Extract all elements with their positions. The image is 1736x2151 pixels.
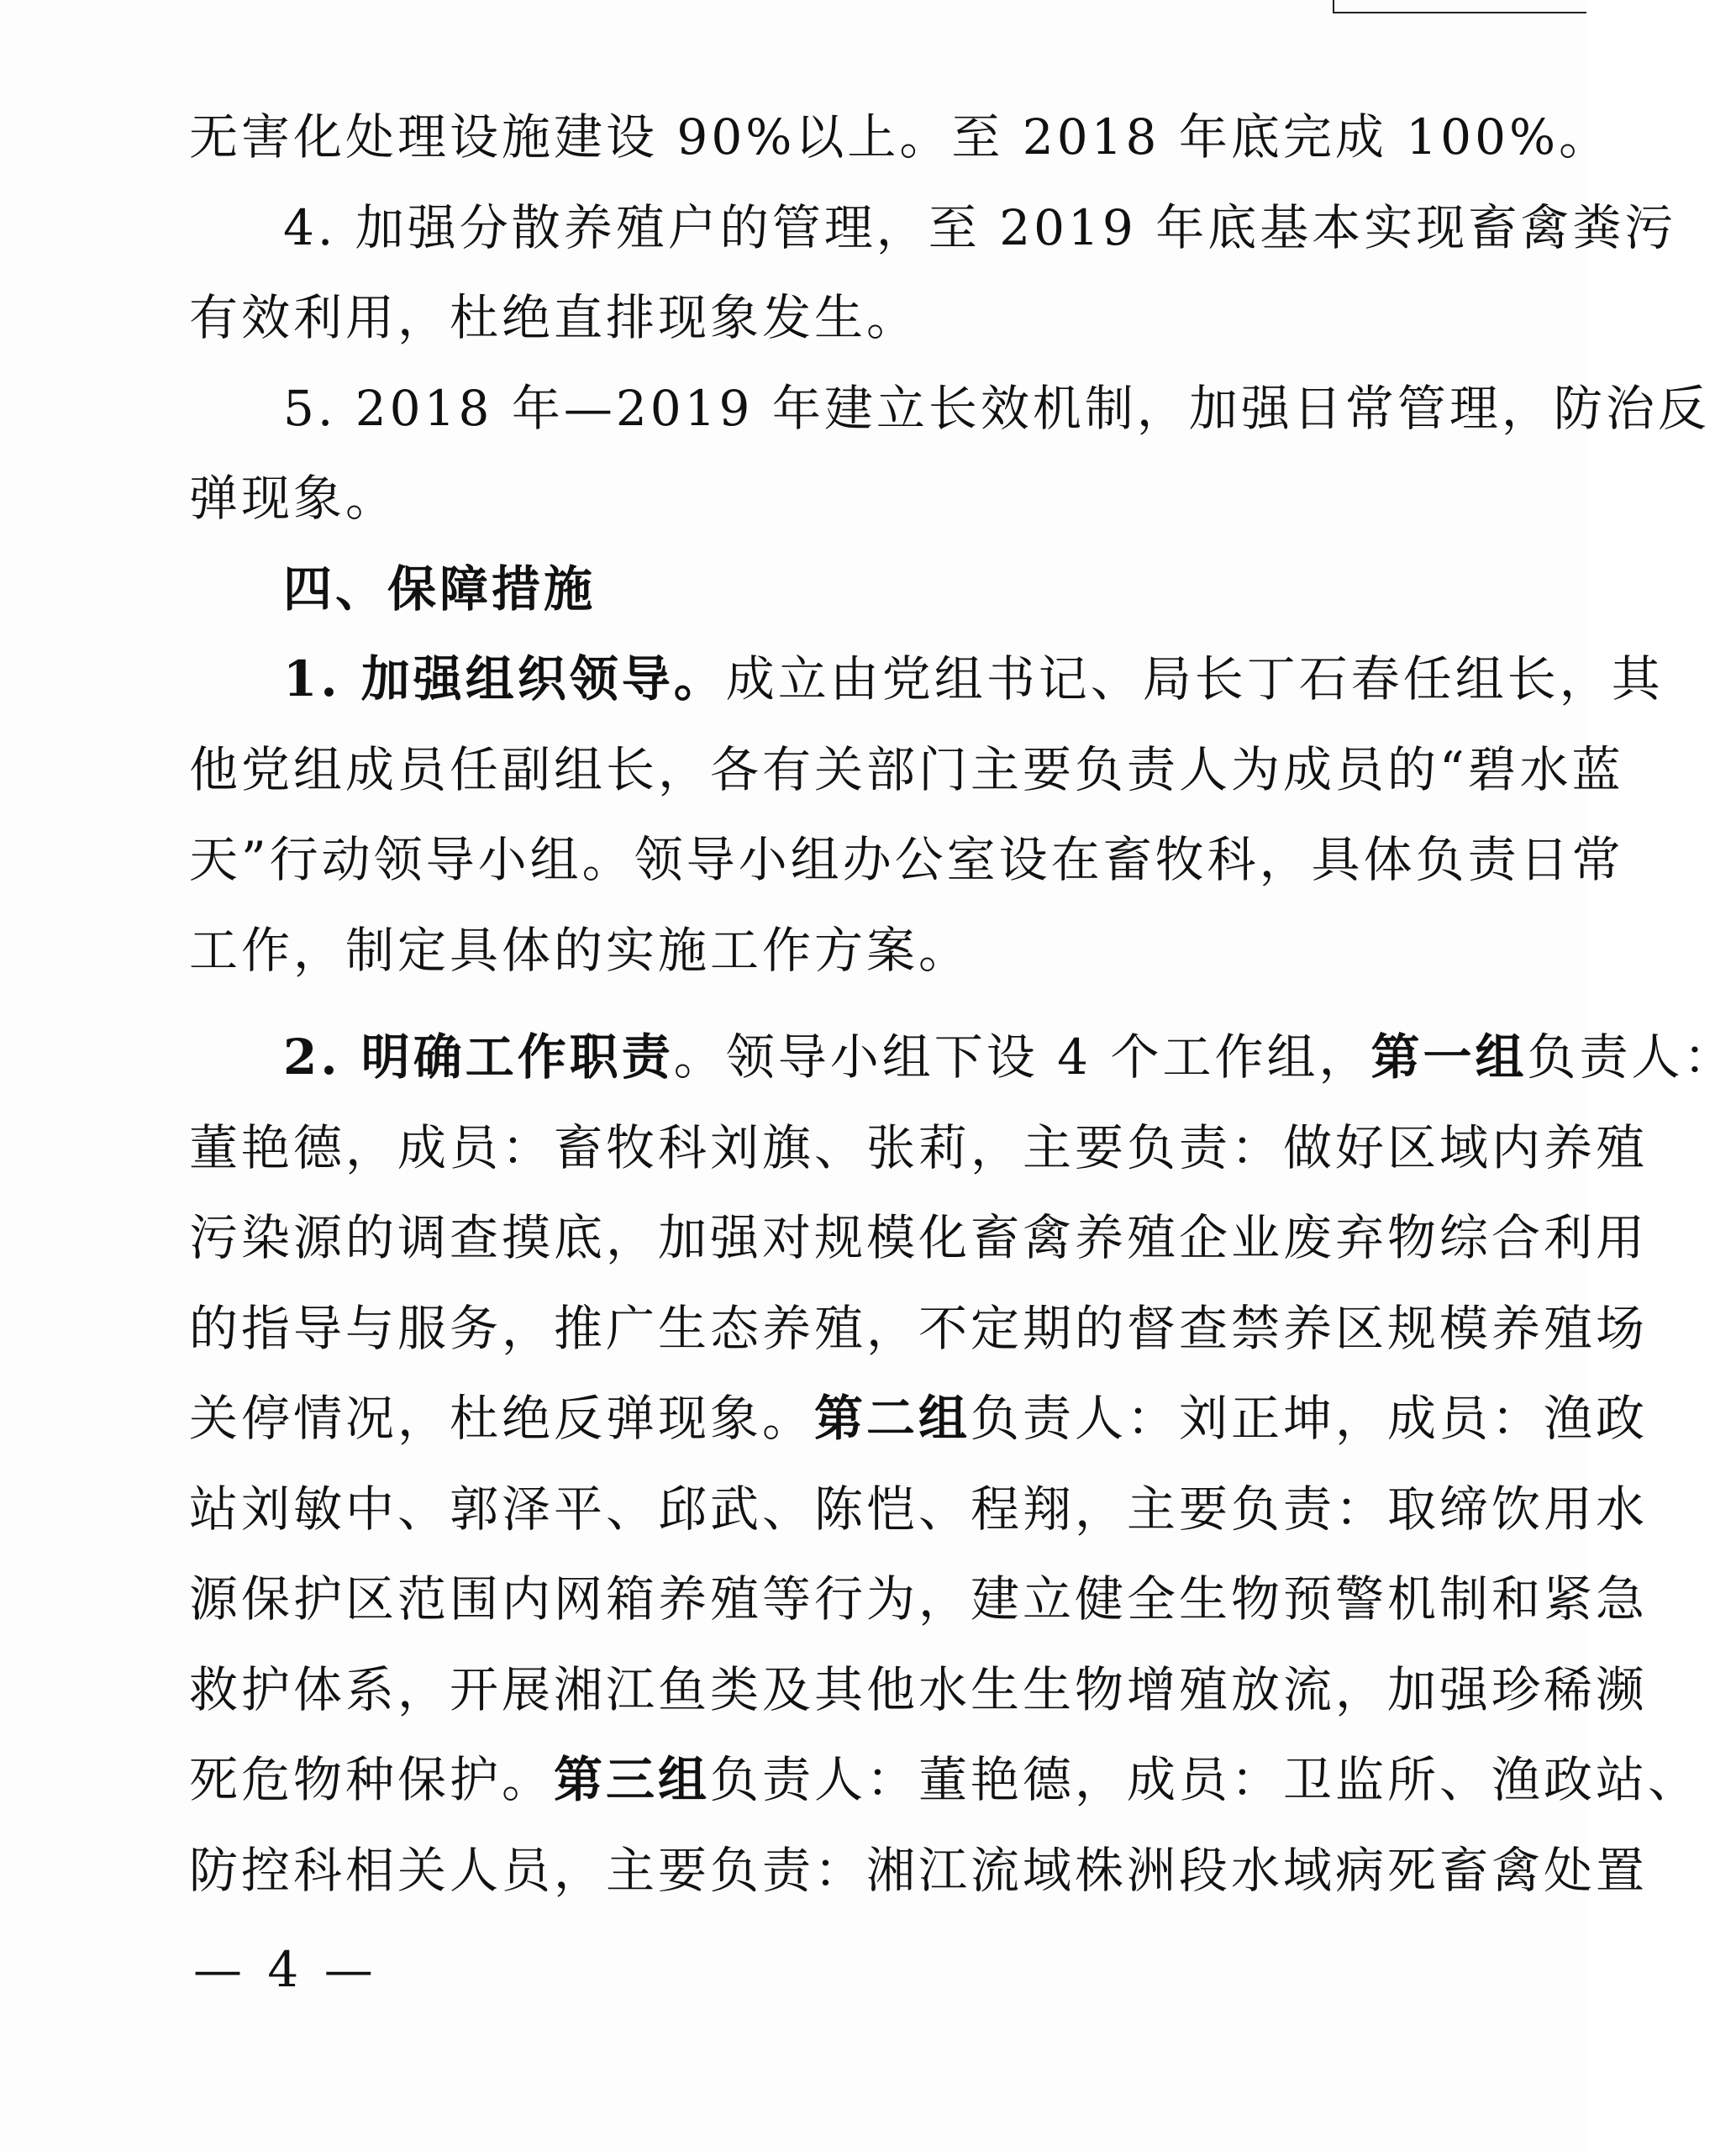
text-line (189, 1012, 1736, 1103)
item-text: 成立由党组书记、局长丁石春任组长，其 (725, 650, 1664, 707)
text-line (189, 1374, 1649, 1465)
document-body (189, 92, 1736, 1916)
item-text: 负责人：董艳德，成员：卫监所、渔政站、 (710, 1751, 1701, 1808)
section-heading: 四、保障措施 (283, 560, 597, 618)
item-text: 负责人： (1527, 1028, 1736, 1086)
text-line (189, 634, 1664, 725)
item-text: 死危物种保护。 (189, 1751, 555, 1808)
text-line: 源保护区范围内网箱养殖等行为，建立健全生物预警机制和紧急 (189, 1570, 1649, 1628)
text-line: 工作，制定具体的实施工作方案。 (189, 921, 971, 979)
text-line: 站刘敏中、郭泽平、邱武、陈恺、程翔，主要负责：取缔饮用水 (189, 1480, 1649, 1538)
text-line: 董艳德，成员：畜牧科刘旗、张莉，主要负责：做好区域内养殖 (189, 1118, 1649, 1176)
paragraph-gap (189, 996, 1449, 1012)
text-line: 的指导与服务，推广生态养殖，不定期的督查禁养区规模养殖场 (189, 1299, 1649, 1357)
text-line: 防控科相关人员，主要负责：湘江流域株洲段水域病死畜禽处置 (189, 1841, 1649, 1899)
item-text: 关停情况，杜绝反弹现象。 (189, 1390, 815, 1447)
text-line: 污染源的调查摸底，加强对规模化畜禽养殖企业废弃物综合利用 (189, 1209, 1649, 1266)
group-title: 第二组 (814, 1390, 971, 1447)
item-text: 。领导小组下设 4 个工作组， (673, 1028, 1371, 1086)
item-text: 负责人：刘正坤，成员：渔政 (971, 1390, 1649, 1447)
page-corner-mark (1333, 0, 1586, 13)
text-line: 天”行动领导小组。领导小组办公室设在畜牧科，具体负责日常 (189, 831, 1624, 888)
page-number: — 4 — (193, 1941, 378, 1998)
text-line: 有效利用，杜绝直排现象发生。 (189, 289, 919, 346)
text-line: 他党组成员任副组长，各有关部门主要负责人为成员的“碧水蓝 (189, 740, 1624, 798)
text-line: 5. 2018 年—2019 年建立长效机制，加强日常管理，防治反 (283, 379, 1710, 437)
text-line: 弹现象。 (189, 470, 398, 527)
text-line: 4. 加强分散养殖户的管理，至 2019 年底基本实现畜禽粪污 (283, 198, 1677, 256)
group-title: 第一组 (1370, 1028, 1528, 1086)
text-line: 无害化处理设施建设 90%以上。至 2018 年底完成 100%。 (189, 108, 1612, 166)
item-title: 1. 加强组织领导。 (283, 650, 726, 707)
text-line: 救护体系，开展湘江鱼类及其他水生生物增殖放流，加强珍稀濒 (189, 1660, 1649, 1718)
group-title: 第三组 (554, 1751, 711, 1808)
item-title: 2. 明确工作职责 (283, 1028, 674, 1086)
text-line (189, 1735, 1701, 1826)
